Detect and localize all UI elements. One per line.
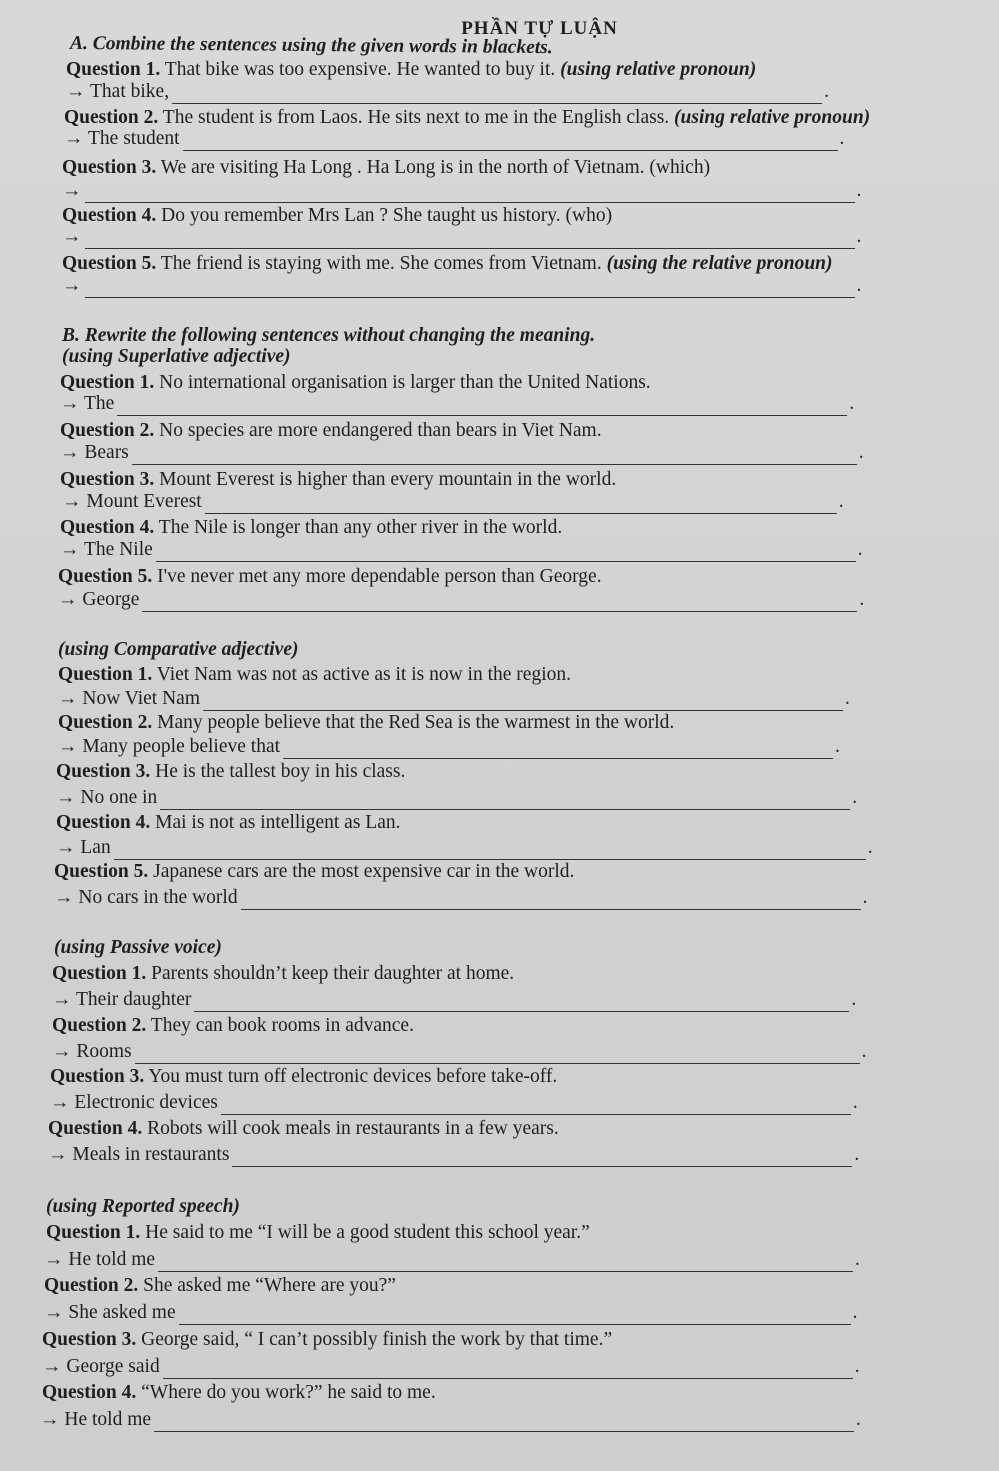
- answer-blank[interactable]: [117, 397, 847, 416]
- part-a-answer-4: → .: [62, 226, 862, 247]
- part-a-question-3: Question 3. We are visiting Ha Long . Ha Long is in the north of Vietnam. (which): [62, 157, 711, 178]
- passive-question-2: Question 2. They can book rooms in advance.: [52, 1015, 414, 1036]
- reported-answer-2: → She asked me .: [44, 1302, 858, 1323]
- part-a-question-1: Question 1. That bike was too expensive. He wanted to buy it. (using relative pronoun): [66, 59, 757, 80]
- answer-blank[interactable]: [232, 1148, 852, 1167]
- reported-answer-4: → He told me .: [40, 1409, 861, 1430]
- answer-blank[interactable]: [154, 1413, 854, 1432]
- answer-blank[interactable]: [241, 891, 861, 910]
- comparative-question-1: Question 1. Viet Nam was not as active as it is now in the region.: [58, 664, 571, 685]
- reported-question-3: Question 3. George said, “ I can’t possibly finish the work by that time.”: [42, 1329, 613, 1350]
- answer-blank[interactable]: [132, 446, 857, 465]
- answer-blank[interactable]: [135, 1045, 860, 1064]
- superlative-answer-2: → Bears .: [60, 442, 864, 463]
- part-a-answer-2: → The student .: [64, 128, 845, 149]
- superlative-answer-1: → The .: [60, 393, 855, 414]
- comparative-answer-4: → Lan .: [56, 837, 873, 858]
- comparative-note: (using Comparative adjective): [58, 639, 299, 660]
- superlative-answer-3: → Mount Everest .: [62, 491, 844, 512]
- part-a-question-4: Question 4. Do you remember Mrs Lan ? She taught us history. (who): [62, 205, 613, 226]
- superlative-question-5: Question 5. I've never met any more dependable person than George.: [58, 566, 602, 587]
- worksheet-title: PHẦN TỰ LUẬN: [461, 18, 618, 39]
- comparative-question-2: Question 2. Many people believe that the Red Sea is the warmest in the world.: [58, 712, 675, 733]
- part-a-answer-3: → .: [62, 180, 862, 201]
- answer-blank[interactable]: [221, 1096, 851, 1115]
- part-a-question-5: Question 5. The friend is staying with me. She comes from Vietnam. (using the relative pronoun): [62, 253, 833, 274]
- reported-question-4: Question 4. “Where do you work?” he said to me.: [42, 1382, 436, 1403]
- answer-blank[interactable]: [194, 993, 849, 1012]
- part-a-heading: A. Combine the sentences using the given words in blackets.: [69, 32, 553, 59]
- answer-blank[interactable]: [142, 593, 857, 612]
- superlative-question-4: Question 4. The Nile is longer than any other river in the world.: [60, 517, 563, 538]
- comparative-question-5: Question 5. Japanese cars are the most expensive car in the world.: [54, 861, 575, 882]
- superlative-answer-5: → George .: [58, 589, 865, 610]
- answer-blank[interactable]: [203, 692, 843, 711]
- passive-question-4: Question 4. Robots will cook meals in restaurants in a few years.: [48, 1118, 559, 1139]
- passive-answer-3: → Electronic devices .: [50, 1092, 858, 1113]
- passive-note: (using Passive voice): [54, 937, 222, 958]
- part-a-answer-1: → That bike, .: [66, 81, 829, 102]
- answer-blank[interactable]: [283, 740, 833, 759]
- comparative-question-4: Question 4. Mai is not as intelligent as Lan.: [56, 812, 401, 833]
- answer-blank[interactable]: [172, 85, 822, 104]
- superlative-answer-4: → The Nile .: [60, 539, 863, 560]
- answer-blank[interactable]: [85, 230, 855, 249]
- comparative-question-3: Question 3. He is the tallest boy in his class.: [56, 761, 406, 782]
- superlative-note: (using Superlative adjective): [62, 346, 291, 367]
- passive-answer-4: → Meals in restaurants .: [48, 1144, 860, 1165]
- superlative-question-3: Question 3. Mount Everest is higher than every mountain in the world.: [60, 469, 617, 490]
- passive-question-3: Question 3. You must turn off electronic devices before take-off.: [50, 1066, 558, 1087]
- reported-answer-1: → He told me .: [44, 1249, 860, 1270]
- comparative-answer-1: → Now Viet Nam .: [58, 688, 850, 709]
- passive-answer-1: → Their daughter .: [52, 989, 857, 1010]
- answer-blank[interactable]: [205, 495, 837, 514]
- answer-blank[interactable]: [114, 841, 866, 860]
- passive-answer-2: → Rooms .: [52, 1041, 867, 1062]
- part-b-heading: B. Rewrite the following sentences without changing the meaning.: [62, 325, 596, 346]
- comparative-answer-5: → No cars in the world .: [54, 887, 868, 908]
- passive-question-1: Question 1. Parents shouldn’t keep their daughter at home.: [52, 963, 515, 984]
- superlative-question-1: Question 1. No international organisation is larger than the United Nations.: [60, 372, 651, 393]
- answer-blank[interactable]: [156, 543, 856, 562]
- answer-blank[interactable]: [179, 1306, 851, 1325]
- reported-question-2: Question 2. She asked me “Where are you?”: [44, 1275, 396, 1296]
- answer-blank[interactable]: [85, 279, 855, 298]
- comparative-answer-3: → No one in .: [56, 787, 858, 808]
- reported-note: (using Reported speech): [46, 1196, 240, 1217]
- answer-blank[interactable]: [85, 184, 855, 203]
- reported-answer-3: → George said .: [42, 1356, 860, 1377]
- answer-blank[interactable]: [163, 1360, 853, 1379]
- superlative-question-2: Question 2. No species are more endangered than bears in Viet Nam.: [60, 420, 602, 441]
- answer-blank[interactable]: [158, 1253, 853, 1272]
- part-a-answer-5: → .: [62, 275, 862, 296]
- comparative-answer-2: → Many people believe that .: [58, 736, 840, 757]
- reported-question-1: Question 1. He said to me “I will be a good student this school year.”: [46, 1222, 590, 1243]
- answer-blank[interactable]: [183, 132, 838, 151]
- answer-blank[interactable]: [160, 791, 850, 810]
- part-a-question-2: Question 2. The student is from Laos. He sits next to me in the English class. (using relative pronoun): [64, 107, 871, 128]
